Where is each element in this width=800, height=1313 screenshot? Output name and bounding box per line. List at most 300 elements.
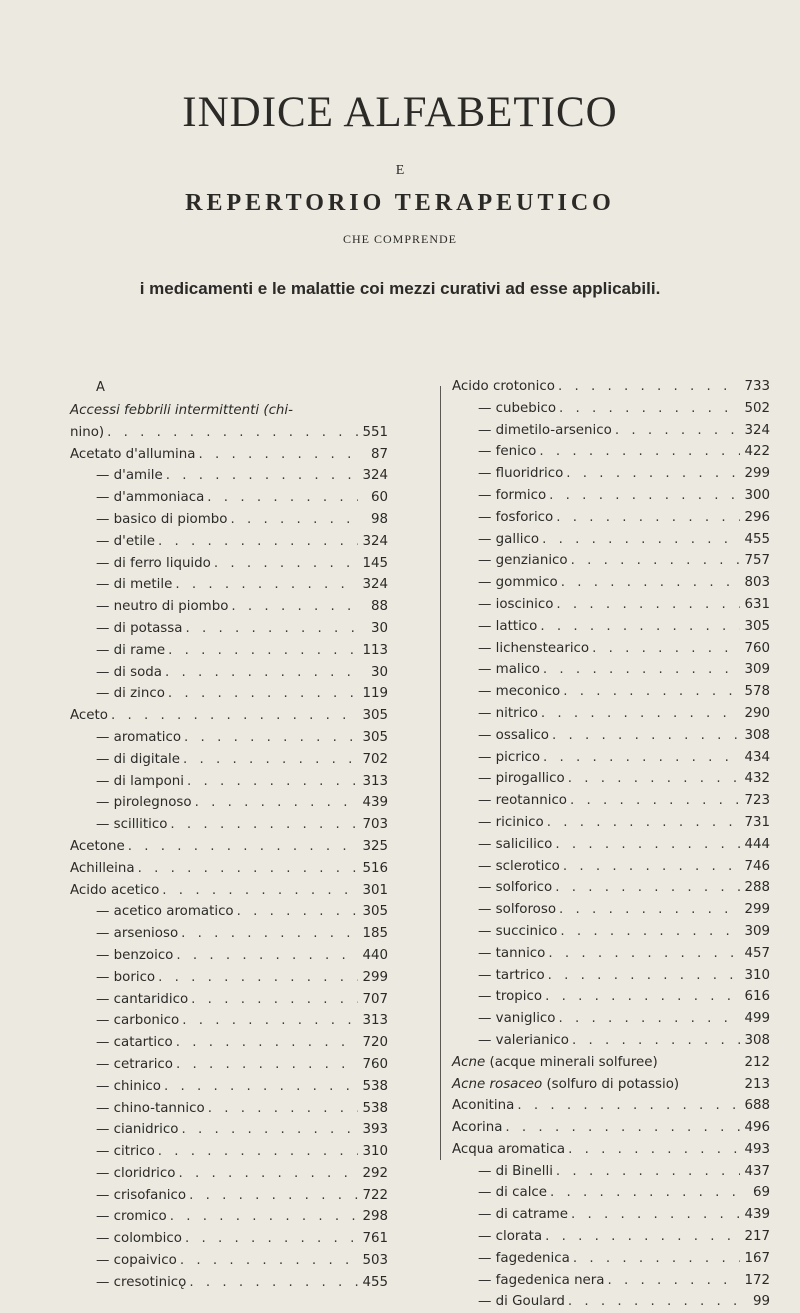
entry-term: — fenico <box>478 444 537 460</box>
entry-page: 292 <box>362 1165 388 1181</box>
index-entry <box>452 899 770 921</box>
entry-term: — fagedenica <box>478 1250 570 1266</box>
entry-term: — di Goulard <box>478 1294 565 1310</box>
index-entry <box>452 1117 770 1139</box>
entry-page: 444 <box>744 836 770 852</box>
entry-page: 324 <box>744 422 770 438</box>
entry-term: Acido acetico <box>70 882 160 898</box>
index-entry <box>452 594 770 616</box>
entry-page: 308 <box>744 727 770 743</box>
entry-page: 760 <box>744 640 770 656</box>
entry-term: — cloridrico <box>96 1165 176 1181</box>
dot-leader <box>563 463 740 485</box>
index-entry <box>70 683 388 705</box>
entry-term: — citrico <box>96 1144 155 1160</box>
entry-term: — acetico aromatico <box>96 904 234 920</box>
index-entry <box>452 1226 770 1248</box>
dot-leader <box>547 1182 740 1204</box>
index-entry <box>452 790 770 812</box>
dot-leader <box>514 1095 740 1117</box>
index-entry <box>452 834 770 856</box>
index-entry <box>452 529 770 551</box>
entry-term: — tropico <box>478 989 543 1005</box>
entry-term: — solforoso <box>478 902 557 918</box>
index-entry <box>452 877 770 899</box>
dot-leader <box>211 553 358 575</box>
dot-leader <box>195 444 358 466</box>
dot-leader <box>104 422 358 444</box>
dot-leader <box>549 725 740 747</box>
entry-term: — pirogallico <box>478 771 565 787</box>
dot-leader <box>178 1119 358 1141</box>
index-entry <box>452 1248 770 1270</box>
entry-term: Acorina <box>452 1120 503 1136</box>
index-column-right <box>452 376 770 1313</box>
entry-page: 213 <box>744 1076 770 1092</box>
entry-term: — pirolegnoso <box>96 795 192 811</box>
dot-leader <box>234 901 358 923</box>
dot-leader <box>172 574 358 596</box>
entry-page: 616 <box>744 989 770 1005</box>
dot-leader <box>560 681 740 703</box>
dot-leader <box>159 880 358 902</box>
index-entry <box>452 1008 770 1030</box>
entry-term: Acetato d'allumina <box>70 446 196 462</box>
entry-page: 707 <box>362 991 388 1007</box>
entry-term: — reotannico <box>478 793 567 809</box>
dot-leader <box>570 1248 740 1270</box>
dot-leader <box>565 1139 740 1161</box>
index-entry <box>452 485 770 507</box>
entry-page: 167 <box>744 1250 770 1266</box>
entry-page: 296 <box>744 509 770 525</box>
entry-page: 325 <box>362 838 388 854</box>
index-entry <box>452 1074 770 1096</box>
index-entry <box>452 986 770 1008</box>
entry-term: — d'etile <box>96 533 155 549</box>
index-entry <box>452 921 770 943</box>
entry-term: — catartico <box>96 1035 173 1051</box>
dot-leader <box>155 967 358 989</box>
dot-leader <box>612 420 740 442</box>
index-entry <box>452 703 770 725</box>
entry-page: 299 <box>744 902 770 918</box>
entry-term: — cetrarico <box>96 1056 173 1072</box>
entry-page: 99 <box>752 1294 770 1310</box>
dot-leader <box>539 529 740 551</box>
entry-page: 288 <box>744 880 770 896</box>
dot-leader <box>545 943 740 965</box>
entry-page: 455 <box>362 1274 388 1290</box>
entry-term: — crisofanico <box>96 1187 187 1203</box>
index-entry <box>70 640 388 662</box>
entry-page: 746 <box>744 858 770 874</box>
entry-term: — valerianico <box>478 1032 569 1048</box>
dot-leader <box>544 812 740 834</box>
index-entry <box>452 1182 770 1204</box>
entry-page: 455 <box>744 531 770 547</box>
dot-leader <box>555 1008 740 1030</box>
entry-page: 309 <box>744 662 770 678</box>
index-entry <box>70 727 388 749</box>
entry-page: 457 <box>744 945 770 961</box>
dot-leader <box>537 616 740 638</box>
entry-page: 688 <box>744 1098 770 1114</box>
dot-leader <box>155 1141 358 1163</box>
index-entry <box>452 1095 770 1117</box>
dot-leader <box>177 1250 358 1272</box>
dot-leader <box>556 398 740 420</box>
dot-leader <box>155 531 358 553</box>
entry-term: — carbonico <box>96 1013 180 1029</box>
index-entry <box>70 945 388 967</box>
entry-term: — fluoridrico <box>478 466 564 482</box>
entry-term: — fosforico <box>478 509 554 525</box>
dot-leader <box>568 1204 740 1226</box>
dot-leader <box>605 1270 740 1292</box>
page-description: i medicamenti e le malattie coi mezzi curativi ad esse applicabili. <box>139 279 661 298</box>
entry-term: — picrico <box>478 749 541 765</box>
entry-page: 760 <box>362 1056 388 1072</box>
entry-term: — aromatico <box>96 729 182 745</box>
section-letter: A <box>96 380 105 395</box>
dot-leader <box>182 1228 358 1250</box>
entry-page: 185 <box>362 926 388 942</box>
entry-page: 393 <box>362 1122 388 1138</box>
entry-page: 300 <box>744 487 770 503</box>
index-entry <box>452 463 770 485</box>
dot-leader <box>180 749 358 771</box>
entry-page: 578 <box>744 684 770 700</box>
entry-term: — di calce <box>478 1185 548 1201</box>
index-entry <box>70 967 388 989</box>
index-entry <box>70 749 388 771</box>
dot-leader <box>108 705 358 727</box>
entry-page: 119 <box>362 686 388 702</box>
index-entry <box>452 1270 770 1292</box>
entry-term: — nitrico <box>478 705 538 721</box>
index-entry <box>70 531 388 553</box>
index-entry <box>70 596 388 618</box>
index-entry <box>70 1206 388 1228</box>
entry-page: 88 <box>370 599 388 615</box>
index-entry <box>452 507 770 529</box>
index-entry <box>452 681 770 703</box>
index-entry <box>70 1119 388 1141</box>
dot-leader <box>165 683 358 705</box>
entry-term: — di metile <box>96 577 173 593</box>
dot-leader <box>181 727 358 749</box>
page-subtitle: REPERTORIO TERAPEUTICO <box>185 190 615 216</box>
index-entry <box>70 400 388 444</box>
entry-term: Acne (acque minerali solfuree) <box>452 1054 658 1070</box>
entry-page: 30 <box>370 664 388 680</box>
entry-page: 496 <box>744 1120 770 1136</box>
index-entry <box>70 509 388 531</box>
dot-leader <box>205 1098 358 1120</box>
entry-page: 503 <box>362 1253 388 1269</box>
index-entry <box>70 1054 388 1076</box>
index-entry <box>70 553 388 575</box>
dot-leader <box>542 1226 740 1248</box>
entry-page: 703 <box>362 817 388 833</box>
entry-page: 761 <box>362 1231 388 1247</box>
entry-page: 720 <box>362 1035 388 1051</box>
dot-leader <box>175 1163 358 1185</box>
dot-leader <box>188 989 358 1011</box>
entry-term: — solforico <box>478 880 553 896</box>
entry-term: — tannico <box>478 945 546 961</box>
index-entry <box>452 768 770 790</box>
entry-term: Accessi febbrili intermittenti (chi- <box>70 403 293 418</box>
entry-page: 299 <box>744 466 770 482</box>
index-entry <box>452 1291 770 1313</box>
dot-leader <box>558 572 740 594</box>
index-entry <box>70 444 388 466</box>
entry-page: 493 <box>744 1141 770 1157</box>
index-entry <box>70 771 388 793</box>
entry-page: 722 <box>362 1187 388 1203</box>
index-entry <box>452 376 770 398</box>
entry-term: — succinico <box>478 923 558 939</box>
index-entry <box>452 572 770 594</box>
entry-page: 733 <box>744 379 770 394</box>
index-entry <box>70 858 388 880</box>
index-entry <box>70 880 388 902</box>
entry-term: Aconitina <box>452 1098 515 1114</box>
entry-page: 308 <box>744 1032 770 1048</box>
entry-page: 502 <box>744 400 770 416</box>
dot-leader <box>555 376 740 398</box>
entry-term: — gommico <box>478 575 558 591</box>
entry-page: 113 <box>362 642 388 658</box>
entry-page: 538 <box>362 1078 388 1094</box>
entry-term: — di soda <box>96 664 162 680</box>
dot-leader <box>161 1076 358 1098</box>
index-entry <box>70 487 388 509</box>
dot-leader <box>569 1030 740 1052</box>
dot-leader <box>192 792 358 814</box>
entry-page: 723 <box>744 793 770 809</box>
index-entry <box>452 856 770 878</box>
entry-term: — dimetilo-arsenico <box>478 422 612 438</box>
entry-page: 299 <box>362 969 388 985</box>
index-entry <box>452 420 770 442</box>
entry-term: — colombico <box>96 1231 182 1247</box>
dot-leader <box>228 509 359 531</box>
entry-page: 324 <box>362 577 388 593</box>
entry-page: 172 <box>744 1272 770 1288</box>
entry-term: — di zinco <box>96 686 165 702</box>
entry-term: — di digitale <box>96 751 180 767</box>
index-entry <box>70 923 388 945</box>
index-entry <box>70 1076 388 1098</box>
entry-term: — cromico <box>96 1209 167 1225</box>
entry-term: — ossalico <box>478 727 549 743</box>
dot-leader <box>560 856 740 878</box>
dot-leader <box>538 703 740 725</box>
entry-term: Aceto <box>70 708 108 724</box>
entry-page: 30 <box>370 620 388 636</box>
entry-term: — formico <box>478 487 547 503</box>
dot-leader <box>502 1117 740 1139</box>
entry-page: 324 <box>362 468 388 484</box>
entry-page: 434 <box>744 749 770 765</box>
dot-leader <box>186 1272 358 1294</box>
entry-term: — neutro di piombo <box>96 599 229 615</box>
entry-term-continued: nino) <box>70 424 105 440</box>
index-entry <box>70 836 388 858</box>
index-entry <box>70 1098 388 1120</box>
entry-page: 702 <box>362 751 388 767</box>
entry-page: 310 <box>744 967 770 983</box>
dot-leader <box>178 923 358 945</box>
entry-page: 499 <box>744 1011 770 1027</box>
index-entry <box>70 1163 388 1185</box>
dot-leader <box>553 1161 740 1183</box>
entry-page: 631 <box>744 596 770 612</box>
entry-term: — di ferro liquido <box>96 555 211 571</box>
entry-page: 301 <box>362 882 388 898</box>
entry-term: — malico <box>478 662 540 678</box>
entry-term: — clorata <box>478 1229 543 1245</box>
entry-term: — sclerotico <box>478 858 560 874</box>
index-entry <box>70 618 388 640</box>
entry-page: 145 <box>362 555 388 571</box>
index-entry <box>452 1204 770 1226</box>
dot-leader <box>163 465 358 487</box>
entry-term: — cresotinicǫ <box>96 1274 187 1290</box>
dot-leader <box>552 877 740 899</box>
entry-page: 440 <box>362 947 388 963</box>
entry-page: 731 <box>744 814 770 830</box>
dot-leader <box>545 965 740 987</box>
entry-term: — di rame <box>96 642 166 658</box>
entry-term: — cantaridico <box>96 991 189 1007</box>
index-entry <box>70 1141 388 1163</box>
entry-page: 217 <box>744 1229 770 1245</box>
index-entry <box>70 901 388 923</box>
entry-page: 305 <box>362 904 388 920</box>
entry-page: 538 <box>362 1100 388 1116</box>
entry-term: Acetone <box>70 838 125 854</box>
index-entry <box>70 465 388 487</box>
entry-term: Achilleina <box>70 860 135 876</box>
index-entry <box>452 725 770 747</box>
entry-term: — d'amile <box>96 468 163 484</box>
entry-term: — cianidrico <box>96 1122 179 1138</box>
index-entry <box>452 1030 770 1052</box>
index-entry <box>452 398 770 420</box>
entry-page: 516 <box>362 860 388 876</box>
dot-leader <box>567 790 740 812</box>
index-entry <box>452 441 770 463</box>
entry-page: 305 <box>362 708 388 724</box>
entry-term: — lattico <box>478 618 538 634</box>
dot-leader <box>565 1291 740 1313</box>
dot-leader <box>540 659 740 681</box>
index-entry <box>452 616 770 638</box>
dot-leader <box>125 836 358 858</box>
dot-leader <box>542 986 740 1008</box>
entry-page: 313 <box>362 773 388 789</box>
entry-page: 551 <box>362 424 388 440</box>
dot-leader <box>135 858 358 880</box>
entry-page: 439 <box>744 1207 770 1223</box>
dot-leader <box>173 1032 358 1054</box>
entry-term: — benzoico <box>96 947 174 963</box>
entry-term: — chinico <box>96 1078 161 1094</box>
dot-leader <box>173 1054 358 1076</box>
entry-term: — ricinico <box>478 814 544 830</box>
entry-term: — tartrico <box>478 967 545 983</box>
index-entry <box>452 638 770 660</box>
entry-term: — borico <box>96 969 156 985</box>
dot-leader <box>182 618 358 640</box>
dot-leader <box>546 485 740 507</box>
entry-page: 69 <box>752 1185 770 1201</box>
entry-page: 439 <box>362 795 388 811</box>
dot-leader <box>228 596 358 618</box>
entry-term: — gallico <box>478 531 540 547</box>
index-entry <box>70 792 388 814</box>
index-column-left <box>70 376 388 1294</box>
index-entry <box>70 1010 388 1032</box>
entry-term: — scillitico <box>96 817 168 833</box>
dot-leader <box>553 594 740 616</box>
entry-page: 324 <box>362 533 388 549</box>
dot-leader <box>167 814 358 836</box>
index-entry <box>70 1032 388 1054</box>
page-title: INDICE ALFABETICO <box>182 89 618 136</box>
entry-term: — vaniglico <box>478 1011 556 1027</box>
entry-page: 290 <box>744 705 770 721</box>
entry-term: — ioscinico <box>478 596 554 612</box>
dot-leader <box>556 899 740 921</box>
entry-page: 87 <box>370 446 388 462</box>
index-entry <box>452 1052 770 1074</box>
dot-leader <box>186 1185 358 1207</box>
index-entry <box>70 1272 388 1294</box>
entry-page: 305 <box>362 729 388 745</box>
entry-page: 437 <box>744 1163 770 1179</box>
index-entry <box>70 1228 388 1250</box>
entry-page: 422 <box>744 444 770 460</box>
index-entry <box>70 814 388 836</box>
entry-page: 298 <box>362 1209 388 1225</box>
index-entry <box>452 550 770 572</box>
entry-page: 803 <box>744 575 770 591</box>
entry-term: — di Binelli <box>478 1163 553 1179</box>
index-entry <box>452 1161 770 1183</box>
index-entry <box>452 747 770 769</box>
entry-term: — lichenstearico <box>478 640 590 656</box>
dot-leader <box>557 921 740 943</box>
dot-leader <box>162 662 358 684</box>
index-entry <box>452 1139 770 1161</box>
entry-term: — genzianico <box>478 553 568 569</box>
entry-page: 757 <box>744 553 770 569</box>
entry-term: — arsenioso <box>96 926 179 942</box>
dot-leader <box>184 771 358 793</box>
column-divider <box>440 386 441 1160</box>
dot-leader <box>536 441 740 463</box>
entry-page: 310 <box>362 1144 388 1160</box>
index-entry <box>70 662 388 684</box>
dot-leader <box>540 747 740 769</box>
entry-term: — copaivico <box>96 1253 177 1269</box>
entry-page: 309 <box>744 923 770 939</box>
